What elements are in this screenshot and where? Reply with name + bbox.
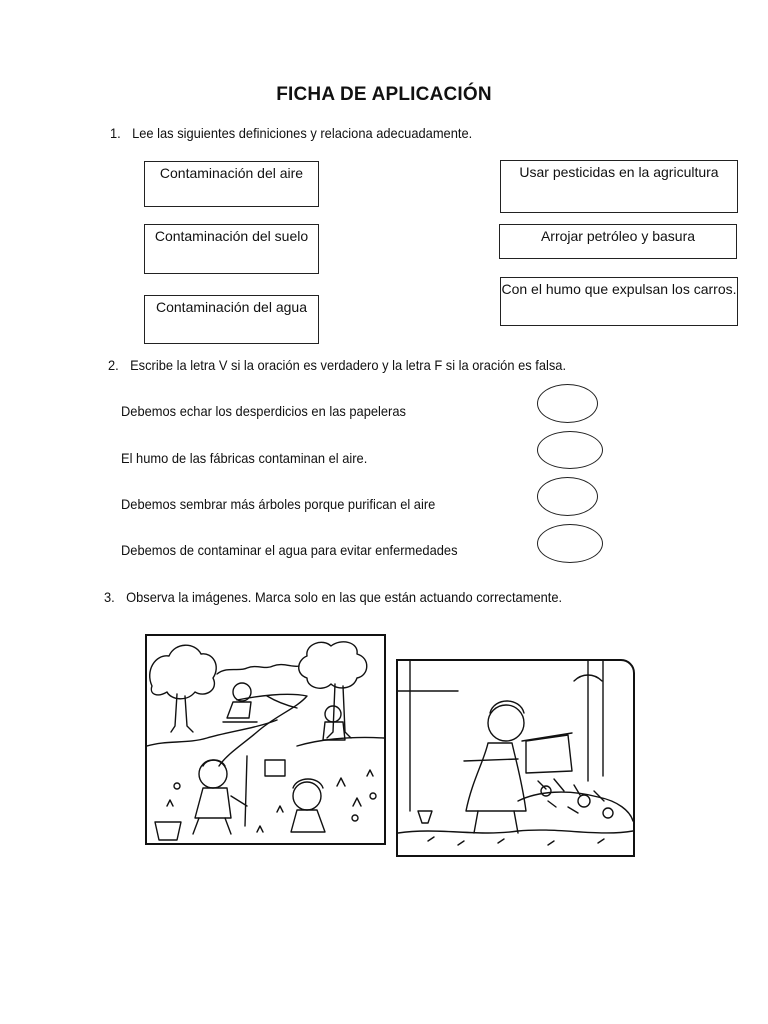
definition-box-air[interactable] <box>144 161 319 207</box>
question-2 <box>108 357 566 373</box>
page-title: FICHA DE APLICACIÓN <box>276 84 492 105</box>
answer-oval-2[interactable] <box>537 431 603 469</box>
cause-box-pesticides[interactable] <box>500 160 738 213</box>
question-3-number: 3. <box>104 589 115 605</box>
answer-oval-3[interactable] <box>537 477 598 516</box>
question-2-text: Escribe la letra V si la oración es verdadero y la letra F si la oración es falsa. <box>130 357 567 373</box>
definition-label: Contaminación del agua <box>156 299 307 315</box>
question-1 <box>110 125 472 141</box>
garbage-dumping-illustration[interactable] <box>396 659 635 857</box>
question-1-number: 1. <box>110 125 121 141</box>
question-3-text: Observa la imágenes. Marca solo en las que están actuando correctamente. <box>126 589 563 605</box>
question-1-text: Lee las siguientes definiciones y relaciona adecuadamente. <box>132 125 473 141</box>
park-planting-illustration[interactable] <box>145 634 386 845</box>
statement-4: Debemos de contaminar el agua para evitar enfermedades <box>121 542 458 558</box>
definition-label: Contaminación del suelo <box>154 228 309 244</box>
statement-2: El humo de las fábricas contaminan el aire. <box>121 450 368 466</box>
statement-3: Debemos sembrar más árboles porque purifican el aire <box>121 496 436 512</box>
question-2-number: 2. <box>108 357 119 373</box>
cause-box-oil-garbage[interactable] <box>499 224 737 259</box>
cause-label: Usar pesticidas en la agricultura <box>519 164 719 180</box>
cause-box-car-smoke[interactable] <box>500 277 738 326</box>
definition-box-soil[interactable] <box>144 224 319 274</box>
answer-oval-1[interactable] <box>537 384 598 423</box>
answer-oval-4[interactable] <box>537 524 603 563</box>
park-scene-drawing <box>147 636 384 843</box>
definition-label: Contaminación del aire <box>159 165 304 181</box>
statement-1: Debemos echar los desperdicios en las papeleras <box>121 403 406 419</box>
garbage-scene-drawing <box>398 661 633 855</box>
cause-label: Arrojar petróleo y basura <box>540 228 696 244</box>
cause-label: Con el humo que expulsan los carros. <box>501 281 737 297</box>
question-3 <box>104 589 562 605</box>
definition-box-water[interactable] <box>144 295 319 344</box>
